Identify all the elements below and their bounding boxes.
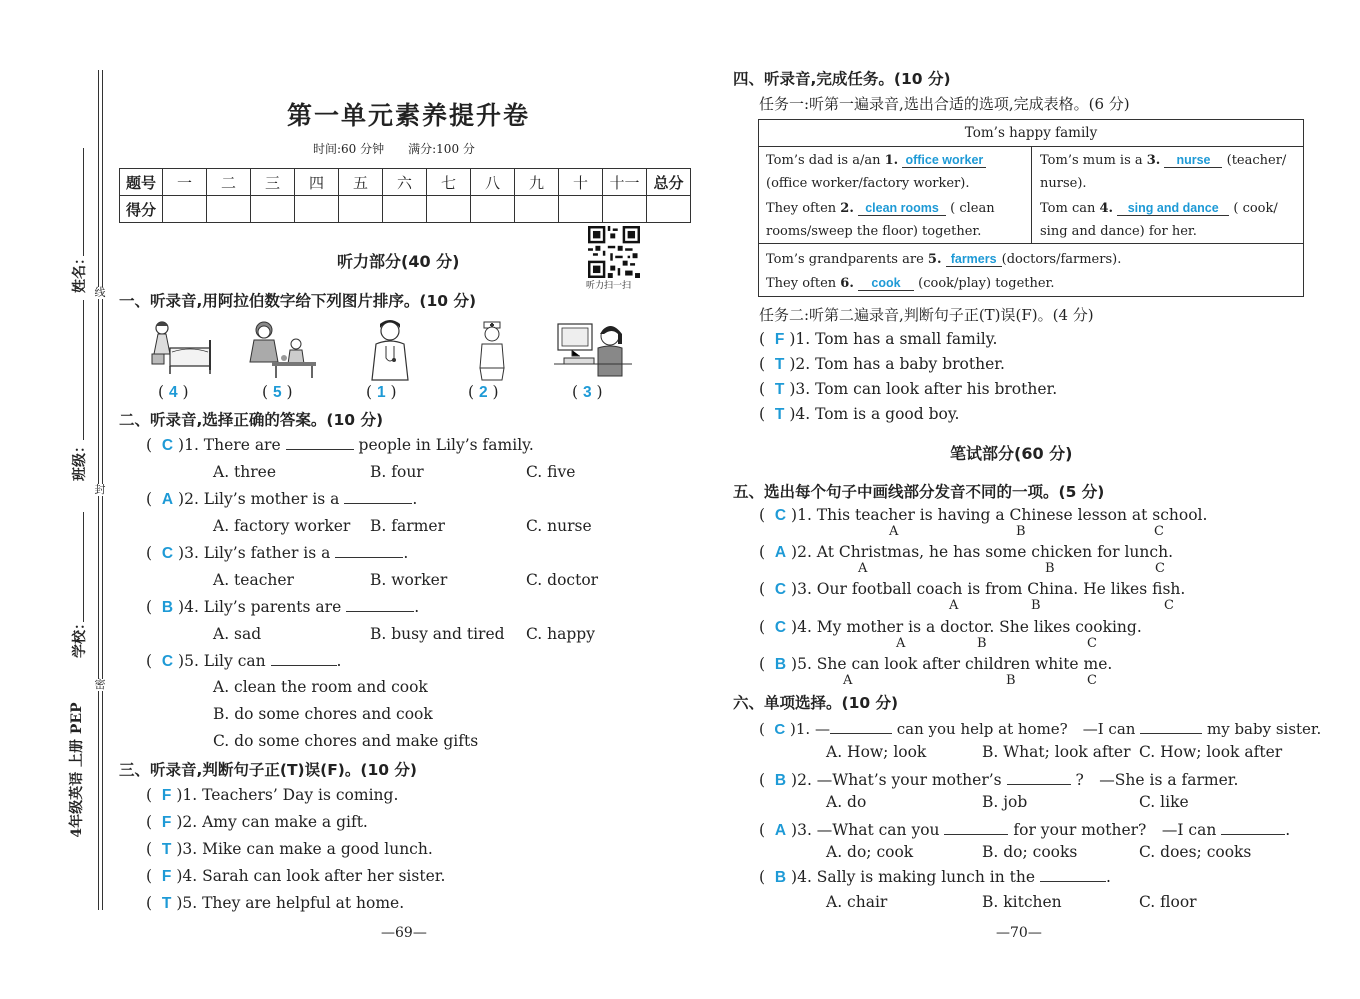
option-a: A. do; cook	[826, 843, 914, 861]
sec1-answer-3: ( 1 )	[366, 383, 397, 401]
answer-blank[interactable]	[286, 449, 354, 450]
label-a: A	[843, 673, 853, 688]
answer: A	[774, 822, 787, 839]
label-a: A	[896, 636, 906, 651]
answer: F	[161, 814, 172, 831]
section-2-title: 二、听录音,选择正确的答案。(10 分)	[119, 411, 384, 429]
page-number-right: —70—	[996, 925, 1042, 941]
school-label: 学校：	[72, 616, 88, 658]
fill-answer[interactable]: sing and dance	[1117, 201, 1229, 216]
answer: 4	[168, 384, 178, 401]
cell-3: They often 2. clean rooms ( clean	[766, 201, 995, 216]
option-c: C. floor	[1139, 893, 1197, 911]
label-a: A	[858, 561, 868, 576]
answer: B	[774, 772, 787, 789]
option-b: B. do; cooks	[982, 843, 1078, 861]
option-a: A. three	[213, 463, 277, 481]
answer-blank[interactable]	[830, 733, 892, 734]
question-tail: .	[336, 652, 342, 670]
score-input-cell[interactable]	[163, 196, 207, 223]
option-c: C. five	[526, 463, 576, 481]
fill-answer[interactable]: office worker	[902, 153, 986, 168]
answer: T	[774, 381, 785, 398]
option-c: C. do some chores and make gifts	[213, 732, 479, 750]
option-a: A. teacher	[213, 571, 294, 589]
answer: B	[774, 869, 787, 886]
question-tail: people in Lily’s family.	[358, 436, 534, 454]
question-text: )4. Sarah can look after her sister.	[176, 867, 446, 885]
question-stem: )4. Lily’s parents are	[178, 598, 342, 616]
sec3-question-3: ( T )3. Mike can make a good lunch.	[146, 840, 433, 858]
question-text: )2. At Christmas, he has some chicken for lunch.	[791, 543, 1173, 561]
sec6-question-2: ( B )2. —What’s your mother’s ? —She is a farmer.	[759, 771, 1239, 789]
sec3-question-2: ( F )2. Amy can make a gift.	[146, 813, 368, 831]
sec6-question-1: ( C )1. — can you help at home? —I can my baby sister.	[759, 720, 1322, 738]
answer: B	[774, 656, 787, 673]
question-stem: )3. Lily’s father is a	[178, 544, 331, 562]
label-b: B	[1006, 673, 1016, 688]
sec1-answer-1: ( 4 )	[158, 383, 189, 401]
sec2-question-4: ( B )4. Lily’s parents are .	[146, 598, 420, 616]
name-label: 姓名：	[72, 251, 88, 293]
answer-blank[interactable]	[1040, 881, 1106, 882]
answer-blank[interactable]	[1140, 733, 1202, 734]
sec3-question-5: ( T )5. They are helpful at home.	[146, 894, 405, 912]
answer-blank[interactable]	[1221, 834, 1285, 835]
score-cell: 六	[383, 169, 427, 196]
option-c: C. doctor	[526, 571, 599, 589]
option-c: C. like	[1139, 793, 1189, 811]
sec2-question-3: ( C )3. Lily’s father is a .	[146, 544, 409, 562]
score-cell: 总分	[647, 169, 691, 196]
score-input-cell[interactable]	[515, 196, 559, 223]
qr-code-icon[interactable]	[588, 226, 640, 278]
cell-2b: nurse).	[1040, 176, 1087, 191]
sec5-question-3: ( C )3. Our football coach is from China. He likes fish.	[759, 580, 1186, 598]
label-b: B	[1031, 598, 1041, 613]
sec1-answer-5: ( 3 )	[572, 383, 603, 401]
score-row-label: 得分	[120, 196, 163, 223]
sec6-question-3: ( A )3. —What can you for your mother? —I can .	[759, 821, 1291, 839]
office-worker-picture	[554, 318, 634, 382]
answer: C	[774, 507, 787, 524]
question-stem: )2. —What’s your mother’s	[791, 771, 1002, 789]
answer-blank[interactable]	[944, 834, 1008, 835]
fill-answer[interactable]: clean rooms	[858, 201, 946, 216]
score-table-header-row	[120, 169, 691, 196]
score-input-cell[interactable]	[471, 196, 515, 223]
answer-blank[interactable]	[1007, 784, 1071, 785]
option-a: A. sad	[213, 625, 262, 643]
section-1-title: 一、听录音,用阿拉伯数字给下列图片排序。(10 分)	[119, 292, 477, 310]
option-c: C. How; look after	[1139, 743, 1283, 761]
answer: T	[774, 406, 785, 423]
answer-blank[interactable]	[335, 557, 403, 558]
task-1-instruction: 任务一:听第一遍录音,选出合适的选项,完成表格。(6 分)	[759, 95, 1130, 113]
answer-blank[interactable]	[271, 665, 337, 666]
cell-6: They often 6. cook (cook/play) together.	[766, 276, 1055, 291]
label-b: B	[977, 636, 987, 651]
question-text: )4. Tom is a good boy.	[789, 405, 960, 423]
question-stem: )4. Sally is making lunch in the	[791, 868, 1035, 886]
cell-1: Tom’s dad is a/an 1. office worker	[766, 153, 986, 168]
listening-part-heading: 听力部分(40 分)	[337, 252, 460, 271]
score-input-cell[interactable]	[251, 196, 295, 223]
option-b: B. worker	[370, 571, 448, 589]
mother-and-child-picture	[244, 318, 324, 382]
label-c: C	[1155, 561, 1165, 576]
answer: 2	[478, 384, 488, 401]
name-field[interactable]	[83, 148, 84, 256]
task2-question-4: ( T )4. Tom is a good boy.	[759, 405, 960, 423]
fill-answer[interactable]: farmers	[946, 252, 1002, 267]
label-c: C	[1164, 598, 1174, 613]
option-b: B. What; look after	[982, 743, 1131, 761]
cell-4: Tom can 4. sing and dance ( cook/	[1040, 201, 1278, 216]
answer: F	[774, 331, 785, 348]
written-part-heading: 笔试部分(60 分)	[950, 444, 1073, 463]
answer: A	[161, 491, 174, 508]
task2-question-2: ( T )2. Tom has a baby brother.	[759, 355, 1005, 373]
section-5-title: 五、选出每个句子中画线部分发音不同的一项。(5 分)	[733, 483, 1105, 501]
option-a: A. clean the room and cook	[213, 678, 428, 696]
score-cell: 十一	[603, 169, 647, 196]
score-cell: 一	[163, 169, 207, 196]
option-c: C. happy	[526, 625, 595, 643]
question-text: )2. Tom has a baby brother.	[789, 355, 1005, 373]
label-c: C	[1087, 636, 1097, 651]
answer: 5	[272, 384, 282, 401]
answer: F	[161, 787, 172, 804]
family-table	[758, 119, 1304, 297]
answer: T	[161, 895, 172, 912]
cell-5: Tom’s grandparents are 5. farmers (doctors/farmers).	[766, 252, 1122, 267]
question-tail: my baby sister.	[1206, 720, 1322, 738]
answer: C	[774, 619, 787, 636]
score-cell: 题号	[120, 169, 163, 196]
sec1-answer-4: ( 2 )	[468, 383, 499, 401]
question-stem: )5. Lily can	[178, 652, 266, 670]
answer: C	[161, 653, 174, 670]
answer-blank[interactable]	[346, 611, 414, 612]
question-text: )1. Teachers’ Day is coming.	[176, 786, 399, 804]
class-label: 班级：	[72, 439, 88, 481]
cell-1b: (office worker/factory worker).	[766, 176, 970, 191]
score-input-cell[interactable]	[383, 196, 427, 223]
option-a: A. How; look	[826, 743, 927, 761]
question-text: )2. Amy can make a gift.	[176, 813, 368, 831]
binding-margin	[0, 0, 110, 999]
question-stem: )1. There are	[178, 436, 281, 454]
option-a: A. factory worker	[213, 517, 351, 535]
answer: F	[161, 868, 172, 885]
question-text: )4. My mother is a doctor. She likes cooking.	[791, 618, 1142, 636]
sec3-question-1: ( F )1. Teachers’ Day is coming.	[146, 786, 399, 804]
answer: T	[161, 841, 172, 858]
answer: B	[161, 599, 174, 616]
sec3-question-4: ( F )4. Sarah can look after her sister.	[146, 867, 446, 885]
table-title: Tom’s happy family	[964, 125, 1098, 141]
score-input-cell[interactable]	[427, 196, 471, 223]
section-6-title: 六、单项选择。(10 分)	[733, 694, 899, 712]
score-cell: 二	[207, 169, 251, 196]
score-cell: 七	[427, 169, 471, 196]
label-b: B	[1045, 561, 1055, 576]
question-tail: .	[414, 598, 420, 616]
question-tail: .	[403, 544, 409, 562]
option-b: B. do some chores and cook	[213, 705, 433, 723]
score-input-cell[interactable]	[207, 196, 251, 223]
nurse-picture	[452, 318, 532, 382]
answer: T	[774, 356, 785, 373]
option-b: B. four	[370, 463, 424, 481]
book-label: 4年级英语 上册 PEP	[69, 702, 85, 838]
answer: C	[774, 721, 786, 738]
question-text: )3. Mike can make a good lunch.	[176, 840, 433, 858]
answer: 3	[582, 384, 592, 401]
answer-blank[interactable]	[344, 503, 412, 504]
cell-4b: sing and dance) for her.	[1040, 224, 1197, 239]
answer: C	[161, 437, 174, 454]
task-2-instruction: 任务二:听第二遍录音,判断句子正(T)误(F)。(4 分)	[759, 306, 1094, 324]
score-cell: 三	[251, 169, 295, 196]
label-a: A	[949, 598, 959, 613]
option-b: B. farmer	[370, 517, 445, 535]
sec2-question-1: ( C )1. There are people in Lily’s family.	[146, 436, 534, 454]
score-cell: 八	[471, 169, 515, 196]
seal-char-feng: 封	[94, 483, 106, 496]
score-input-cell[interactable]	[559, 196, 603, 223]
doctor-picture	[350, 318, 430, 382]
task2-question-3: ( T )3. Tom can look after his brother.	[759, 380, 1058, 398]
cell-3b: rooms/sweep the floor) together.	[766, 224, 982, 239]
answer: 1	[376, 384, 386, 401]
question-text: )1. This teacher is having a Chinese lesson at school.	[791, 506, 1208, 524]
answer: A	[774, 544, 787, 561]
fill-answer[interactable]: nurse	[1164, 153, 1222, 168]
option-c: C. nurse	[526, 517, 592, 535]
fill-answer[interactable]: cook	[858, 276, 914, 291]
score-cell: 九	[515, 169, 559, 196]
cell-2: Tom’s mum is a 3. nurse (teacher/	[1040, 153, 1287, 168]
option-c: C. does; cooks	[1139, 843, 1252, 861]
question-text: )5. She can look after children white me.	[791, 655, 1113, 673]
score-input-cell[interactable]	[295, 196, 339, 223]
school-field[interactable]	[83, 512, 84, 622]
score-input-cell[interactable]	[647, 196, 691, 223]
sec1-answer-2: ( 5 )	[262, 383, 293, 401]
answer: C	[774, 581, 787, 598]
label-c: C	[1154, 524, 1164, 539]
sec2-question-2: ( A )2. Lily’s mother is a .	[146, 490, 418, 508]
option-b: B. job	[982, 793, 1028, 811]
score-table	[119, 168, 691, 223]
question-mid: ? —She is a farmer.	[1075, 771, 1239, 789]
section-3-title: 三、听录音,判断句子正(T)误(F)。(10 分)	[119, 761, 418, 779]
question-stem: )1. —	[790, 720, 830, 738]
question-stem: )2. Lily’s mother is a	[178, 490, 340, 508]
question-mid: for your mother? —I can	[1013, 821, 1217, 839]
question-tail: .	[1285, 821, 1291, 839]
question-text: )3. Tom can look after his brother.	[789, 380, 1058, 398]
task2-question-1: ( F )1. Tom has a small family.	[759, 330, 998, 348]
label-a: A	[889, 524, 899, 539]
class-field[interactable]	[83, 300, 84, 440]
score-table-score-row	[120, 196, 691, 223]
qr-caption: 听力扫一扫	[586, 281, 632, 291]
exam-subtitle: 时间:60 分钟 满分:100 分	[313, 142, 475, 156]
score-input-cell[interactable]	[339, 196, 383, 223]
question-tail: .	[412, 490, 418, 508]
label-b: B	[1016, 524, 1026, 539]
question-text: )3. Our football coach is from China. He likes fish.	[791, 580, 1186, 598]
seal-char-mi: 密	[94, 678, 106, 691]
label-c: C	[1087, 673, 1097, 688]
option-b: B. kitchen	[982, 893, 1062, 911]
score-cell: 四	[295, 169, 339, 196]
sec5-question-4: ( C )4. My mother is a doctor. She likes cooking.	[759, 618, 1142, 636]
section-4-title: 四、听录音,完成任务。(10 分)	[733, 70, 951, 88]
score-input-cell[interactable]	[603, 196, 647, 223]
question-mid: .	[1105, 868, 1111, 886]
score-cell: 十	[559, 169, 603, 196]
option-a: A. chair	[826, 893, 888, 911]
question-mid: can you help at home? —I can	[896, 720, 1136, 738]
sec5-question-2: ( A )2. At Christmas, he has some chicken for lunch.	[759, 543, 1173, 561]
answer: C	[161, 545, 174, 562]
question-text: )5. They are helpful at home.	[176, 894, 405, 912]
question-stem: )3. —What can you	[791, 821, 940, 839]
page-number-left: —69—	[381, 925, 427, 941]
girl-making-bed-picture	[140, 318, 220, 382]
sec5-question-1: ( C )1. This teacher is having a Chinese lesson at school.	[759, 506, 1208, 524]
question-text: )1. Tom has a small family.	[789, 330, 998, 348]
option-b: B. busy and tired	[370, 625, 505, 643]
option-a: A. do	[826, 793, 867, 811]
page-title: 第一单元素养提升卷	[287, 101, 531, 130]
seal-char-xian: 线	[94, 286, 106, 299]
score-cell: 五	[339, 169, 383, 196]
sec5-question-5: ( B )5. She can look after children white me.	[759, 655, 1113, 673]
sec6-question-4: ( B )4. Sally is making lunch in the .	[759, 868, 1111, 886]
sec2-question-5: ( C )5. Lily can .	[146, 652, 342, 670]
